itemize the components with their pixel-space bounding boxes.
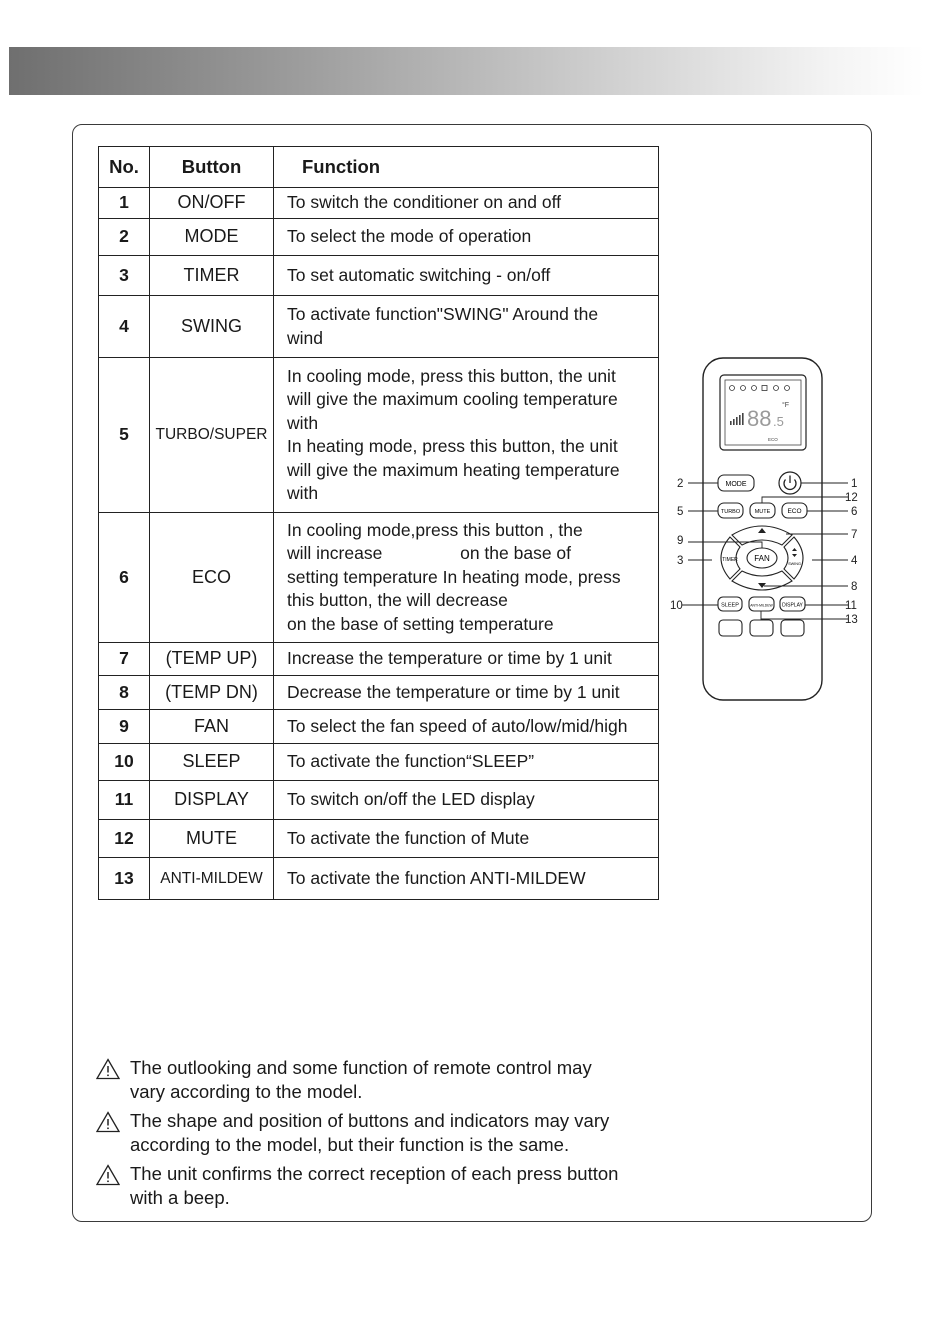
function-line: Increase the temperature or time by 1 unit [287,648,612,669]
function-line: Decrease the temperature or time by 1 unit [287,681,620,702]
note-line: with a beep. [130,1187,230,1208]
row-function [274,858,659,900]
table-row [99,710,659,744]
table-row [99,676,659,710]
timer-label: TIMER [722,557,738,563]
remote-control-illustration [668,355,868,705]
function-line: To activate the function ANTI-MILDEW [287,867,586,888]
row-number: 6 [99,513,150,643]
function-line: To activate the function of Mute [287,827,530,848]
note-item [96,1162,676,1210]
display-button[interactable] [780,597,805,611]
row-button-name: FAN [150,710,274,744]
warning-triangle-icon [96,1111,120,1133]
notes-section [96,1056,676,1215]
table-row [99,513,659,643]
function-line: this button, the will decrease [287,590,508,611]
turbo-button[interactable] [718,503,743,518]
svg-text:5: 5 [677,506,684,518]
svg-text:1: 1 [851,478,858,490]
function-line: setting temperature In heating mode, press [287,566,621,587]
svg-text:TURBO: TURBO [720,509,741,515]
svg-text:2: 2 [677,478,684,490]
eco-button[interactable] [782,503,807,518]
row-function [274,643,659,676]
function-line: To activate function"SWING" Around the [287,304,599,324]
row-button-name: MUTE [150,820,274,858]
row-function [274,188,659,219]
row-number: 4 [99,296,150,358]
row-function [274,296,659,358]
function-line: In cooling mode, press this button, the unit [287,365,616,386]
lcd-digits: 88 [747,406,772,431]
table-row [99,781,659,820]
row-number: 5 [99,358,150,513]
note-line: The unit confirms the correct reception of each press button [130,1163,619,1184]
row-number: 11 [99,781,150,820]
row-function [274,781,659,820]
function-line: To switch the conditioner on and off [287,192,562,213]
extra-buttons [719,620,804,636]
function-line: will increase on the base of [287,543,572,564]
row-number: 9 [99,710,150,744]
row-function [274,820,659,858]
svg-text:6: 6 [851,506,858,518]
table-row [99,643,659,676]
warning-triangle-icon [96,1058,120,1080]
svg-text:SLEEP: SLEEP [721,602,739,609]
function-line: To switch on/off the LED display [287,789,535,810]
note-line: vary according to the model. [130,1081,363,1102]
note-line: The shape and position of buttons and indicators may vary [130,1110,610,1131]
swing-label: SWING [788,562,801,566]
blank-button-3[interactable] [781,620,804,636]
row-function [274,710,659,744]
function-line: will give the maximum cooling temperature [287,389,618,409]
svg-text:MODE: MODE [725,481,747,488]
function-line: on the base of setting temperature [287,613,554,634]
table-row [99,296,659,358]
row-button-name: (TEMP UP) [150,643,274,676]
row-function [274,676,659,710]
blank-button-1[interactable] [719,620,742,636]
function-line: will give the maximum heating temperature [287,459,620,480]
note-item [96,1056,676,1104]
table-row [99,256,659,296]
table-row [99,188,659,219]
header-no: No. [99,147,150,188]
row-button-name: ECO [150,513,274,643]
row-button-name: TIMER [150,256,274,296]
row-number: 7 [99,643,150,676]
warning-triangle-icon [96,1164,120,1186]
lcd-decimal: .5 [773,414,784,429]
lcd-eco-indicator: ECO [768,437,778,442]
sleep-button[interactable] [718,597,742,611]
button-function-table [98,146,659,900]
function-line: To select the fan speed of auto/low/mid/high [287,715,628,736]
mute-button[interactable] [750,503,775,518]
svg-text:ECO: ECO [787,508,802,515]
table-row [99,358,659,513]
row-number: 10 [99,744,150,781]
function-line: with [287,483,319,503]
row-button-name: DISPLAY [150,781,274,820]
anti-mildew-button[interactable] [749,597,774,611]
svg-text:MUTE: MUTE [754,509,771,515]
function-line: To set automatic switching - on/off [287,264,551,285]
lcd-unit: °F [782,402,790,409]
function-line: To activate the function“SLEEP” [287,751,535,772]
header-function: Function [274,147,659,188]
row-number: 13 [99,858,150,900]
mode-button[interactable] [718,475,754,491]
row-function [274,513,659,643]
row-function [274,744,659,781]
function-line: In heating mode, press this button, the unit [287,436,618,456]
table-row [99,820,659,858]
row-function [274,256,659,296]
svg-text:3: 3 [677,555,684,567]
svg-text:10: 10 [670,600,683,612]
blank-button-2[interactable] [750,620,773,636]
svg-text:4: 4 [851,555,858,567]
svg-text:7: 7 [851,529,858,541]
row-number: 8 [99,676,150,710]
svg-text:9: 9 [677,535,684,547]
row-button-name: ANTI-MILDEW [150,858,274,900]
row-function [274,358,659,513]
function-line: with [287,412,319,433]
svg-text:13: 13 [845,614,858,626]
header-bar [9,47,924,95]
row-button-name: SWING [150,296,274,358]
svg-text:11: 11 [845,600,857,612]
power-button[interactable] [779,472,801,494]
row-button-name: (TEMP DN) [150,676,274,710]
table-row [99,219,659,256]
svg-text:FAN: FAN [754,554,770,563]
note-line: The outlooking and some function of remote control may [130,1057,592,1078]
svg-text:12: 12 [845,492,858,504]
header-button: Button [150,147,274,188]
row-button-name: TURBO/SUPER [150,358,274,513]
svg-text:ANTI-MILDEW: ANTI-MILDEW [750,603,773,608]
function-line: To select the mode of operation [287,226,532,247]
row-number: 2 [99,219,150,256]
note-line: according to the model, but their function is the same. [130,1134,570,1155]
fan-button[interactable] [747,548,777,568]
svg-text:8: 8 [851,581,858,593]
row-button-name: MODE [150,219,274,256]
function-line: wind [287,327,323,348]
function-line: In cooling mode,press this button , the [287,519,583,540]
svg-text:DISPLAY: DISPLAY [782,602,803,609]
row-number: 1 [99,188,150,219]
row-number: 12 [99,820,150,858]
table-header-row [99,147,659,188]
table-row [99,858,659,900]
row-number: 3 [99,256,150,296]
row-button-name: SLEEP [150,744,274,781]
table-row [99,744,659,781]
note-item [96,1109,676,1157]
row-function [274,219,659,256]
row-button-name: ON/OFF [150,188,274,219]
